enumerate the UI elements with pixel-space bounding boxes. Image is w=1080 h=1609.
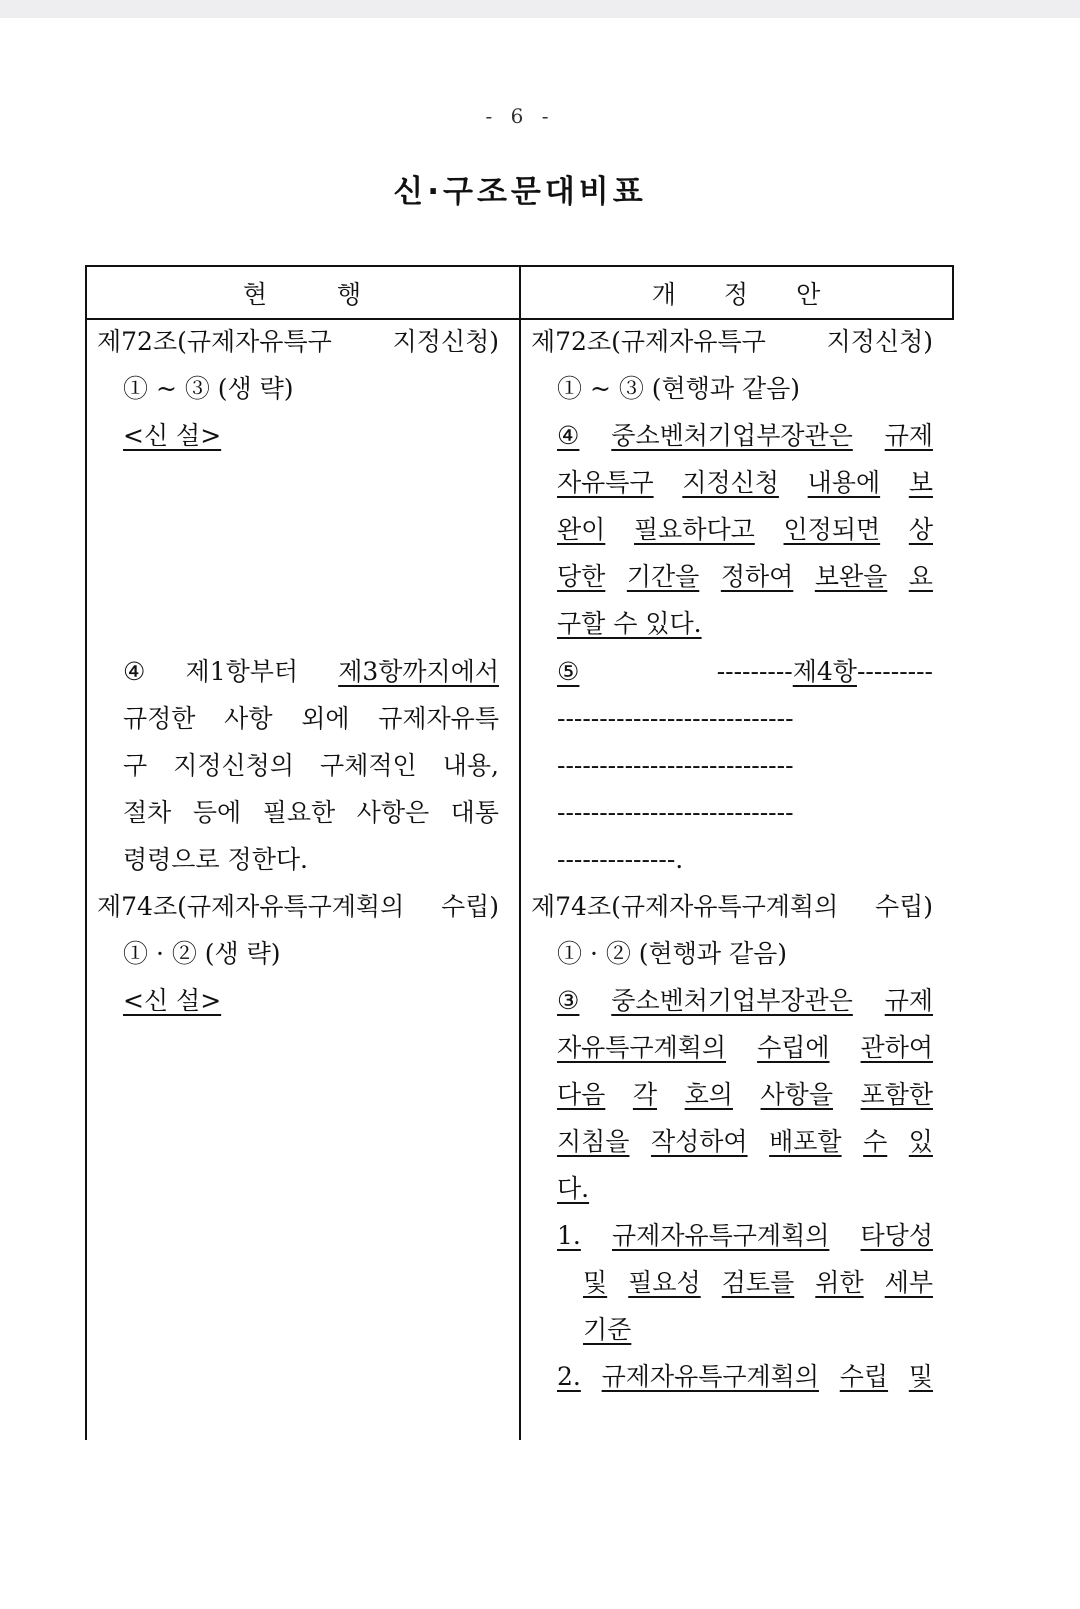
paragraph-4-proposed: 당한 기간을 정하여 보완을 요 [557,562,933,591]
article-74-title-current: 제74조(규제자유특구계획의 수립) [97,892,499,921]
header-current [85,265,519,320]
paragraph-5-proposed: ---------------------------- [557,798,794,827]
paragraph-3-proposed: 다. [557,1174,590,1203]
header-current-char: 행 [337,279,362,309]
paragraph-5-proposed: ---------------------------- [557,751,794,780]
header-proposed-char: 개 [651,279,676,309]
paragraph-5-proposed: ⑤ ---------제4항--------- [557,657,933,686]
header-proposed [519,265,953,320]
paragraph-1-2-same: ① · ② (현행과 같음) [557,939,787,968]
table-column-divider [519,265,521,1440]
new-provision-marker: <신 설> [123,421,222,450]
comparison-table [85,265,954,1440]
paragraph-3-proposed: 자유특구계획의 수립에 관하여 [557,1033,933,1062]
paragraph-5-proposed: ---------------------------- [557,704,794,733]
paragraph-4-current: 절차 등에 필요한 사항은 대통 [123,798,499,827]
paragraph-4-proposed: 자유특구 지정신청 내용에 보 [557,468,933,497]
paragraph-3-proposed: ③ 중소벤처기업부장관은 규제 [557,986,933,1015]
paragraph-1-3-same: ① ~ ③ (현행과 같음) [557,374,800,403]
item-1-proposed: 및 필요성 검토를 위한 세부 [583,1268,933,1297]
paragraph-4-current: 규정한 사항 외에 규제자유특 [123,704,499,733]
item-1-proposed: 기준 [583,1315,632,1344]
paragraph-1-3-omitted: ① ~ ③ (생 략) [123,374,294,403]
paragraph-4-proposed: 완이 필요하다고 인정되면 상 [557,515,933,544]
table-border-left [85,265,87,1440]
paragraph-5-proposed: --------------. [557,845,684,874]
paragraph-4-proposed: ④ 중소벤처기업부장관은 규제 [557,421,933,450]
paragraph-3-proposed: 다음 각 호의 사항을 포함한 [557,1080,933,1109]
page-number: - 6 - [485,104,555,128]
article-72-title-proposed: 제72조(규제자유특구 지정신청) [531,327,933,356]
paragraph-4-current: 구 지정신청의 구체적인 내용, [123,751,499,780]
viewer-top-bar [0,0,1080,18]
paragraph-4-current: 령령으로 정한다. [123,845,308,874]
header-proposed-char: 안 [796,279,821,309]
page-title: 신·구조문대비표 [393,174,647,210]
paragraph-1-2-omitted: ① · ② (생 략) [123,939,281,968]
paragraph-4-current: ④ 제1항부터 제3항까지에서 [123,657,499,686]
new-provision-marker: <신 설> [123,986,222,1015]
item-1-proposed: 1. 규제자유특구계획의 타당성 [557,1221,933,1250]
header-current-char: 현 [242,279,267,309]
article-74-title-proposed: 제74조(규제자유특구계획의 수립) [531,892,933,921]
paragraph-4-proposed: 구할 수 있다. [557,609,702,638]
article-72-title-current: 제72조(규제자유특구 지정신청) [97,327,499,356]
header-proposed-char: 정 [723,279,749,309]
paragraph-3-proposed: 지침을 작성하여 배포할 수 있 [557,1127,933,1156]
item-2-proposed: 2. 규제자유특구계획의 수립 및 [557,1362,933,1391]
